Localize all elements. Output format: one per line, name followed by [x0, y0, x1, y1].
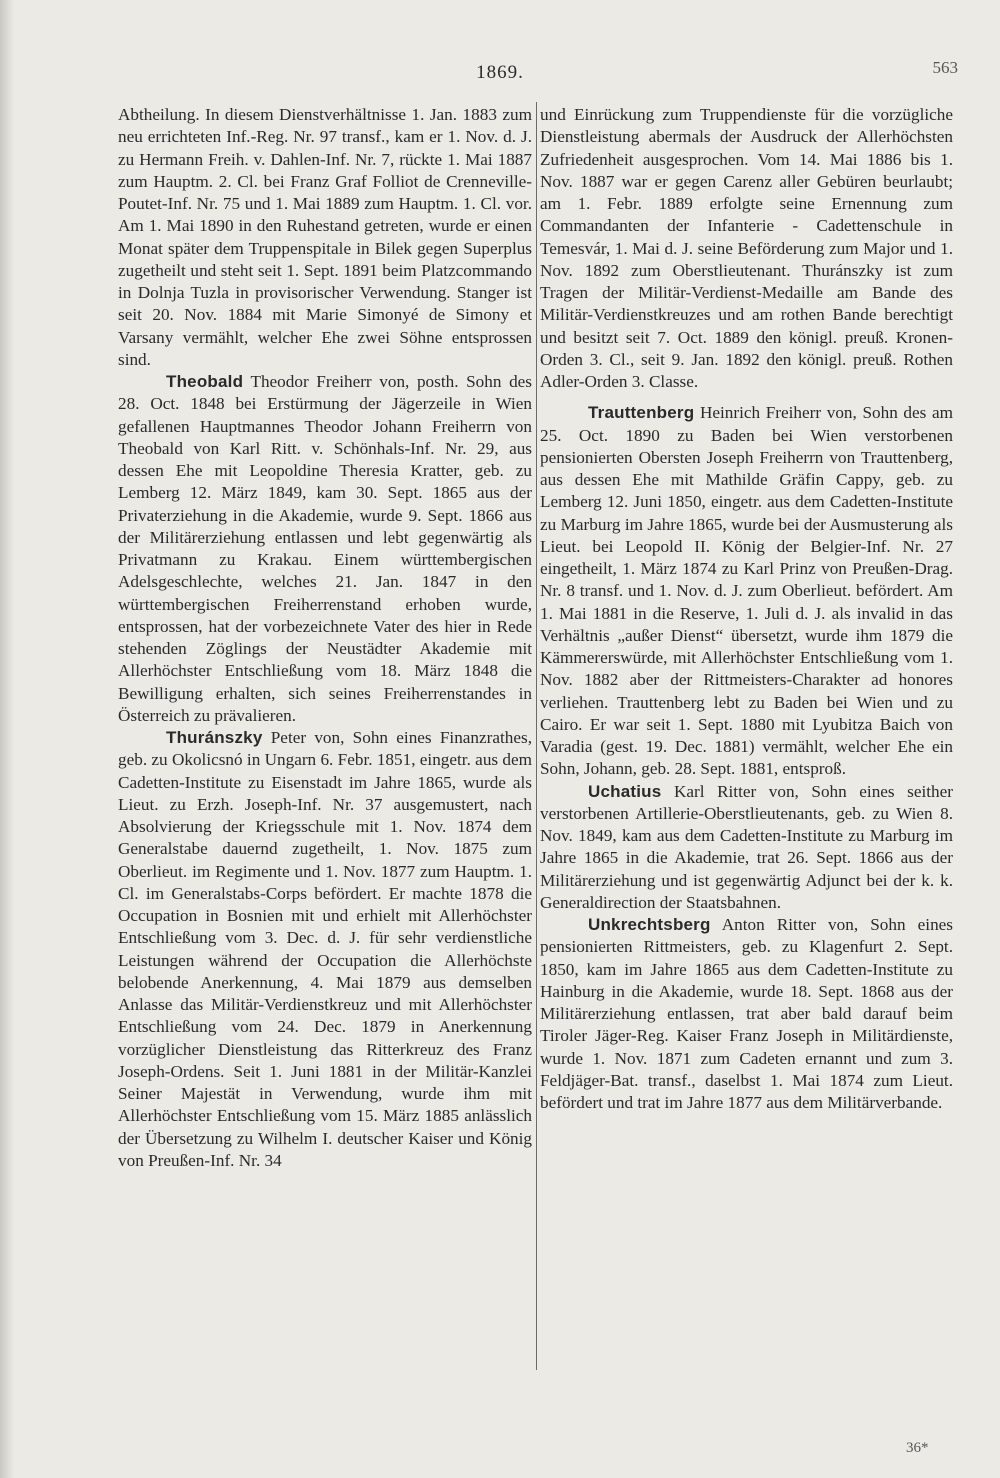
- entry-text: Theodor Freiherr von, posth. Sohn des 28. Oct. 1848 bei Erstürmung der Jägerzeile in Wien gefallenen Hauptmannes Theodor Johann Freiherrn von Theobald von Karl Ritt. v. Schönhals-Inf. Nr. 29, aus dessen Ehe mit Leopoldine Theresia Kratter, geb. zu Lemberg 12. März 1849, kam 30. Sept. 1865 aus der Privaterziehung in die Akademie, wurde 9. Sept. 1866 aus der Militärerziehung entlassen und lebt gegenwärtig als Privatmann zu Krakau. Einem württembergischen Adelsgeschlechte, welches 21. Jan. 1847 in den württembergischen Freiherrenstand erhoben wurde, entsprossen, hat der vorbezeichnete Vater des hier in Rede stehenden Zöglings der Neustädter Akademie mit Allerhöchster Entschließung vom 18. März 1848 die Bewilligung erhalten, sich seines Freiherrenstandes in Österreich zu prävalieren.: [118, 372, 532, 725]
- entry-thuranszky: [118, 727, 532, 1172]
- entry-text: Anton Ritter von, Sohn eines pensionierten Rittmeisters, geb. zu Klagenfurt 2. Sept. 1850, kam im Jahre 1865 aus dem Cadetten-Institute zu Hainburg in die Akademie, wurde 18. Sept. 1868 aus der Militärerziehung entlassen, trat aber bald darauf beim Tiroler Jäger-Reg. Kaiser Franz Joseph in Militärdienste, wurde 1. Nov. 1871 zum Cadeten ernannt und zum 3. Feldjäger-Bat. transf., daselbst 1. Mai 1874 zum Lieut. befördert und trat im Jahre 1877 aus dem Militärverbande.: [540, 915, 953, 1112]
- entry-uchatius: [540, 781, 953, 915]
- running-head-year: 1869.: [476, 62, 524, 83]
- continuation-text: Abtheilung. In diesem Dienstverhältnisse 1. Jan. 1883 zum neu errichteten Inf.-Reg. Nr. 97 transf., kam er 1. Nov. d. J. zu Hermann Freih. v. Dahlen-Inf. Nr. 7, rückte 1. Mai 1887 zum Hauptm. 2. Cl. bei Franz Graf Folliot de Crenneville-Poutet-Inf. Nr. 75 und 1. Mai 1889 zum Hauptm. 1. Cl. vor. Am 1. Mai 1890 in den Ruhestand getreten, wurde er einen Monat später dem Truppenspitale in Bilek gegen Superplus zugetheilt und steht seit 1. Sept. 1891 beim Platzcommando in Dolnja Tuzla in provisorischer Verwendung. Stanger ist seit 20. Nov. 1884 mit Marie Simonyé de Simony et Varsany vermählt, welcher Ehe zwei Söhne entsprossen sind.: [118, 105, 532, 369]
- entry-name: Unkrechtsberg: [588, 915, 711, 934]
- entry-name: Uchatius: [588, 781, 662, 801]
- entry-unkrechtsberg: [540, 914, 953, 1114]
- page-number: 563: [932, 58, 958, 77]
- entry-name: Theobald: [166, 372, 244, 391]
- entry-text: Peter von, Sohn eines Finanzrathes, geb. zu Okolicsnó in Ungarn 6. Febr. 1851, eingetr. aus dem Cadetten-Institute zu Eisenstadt im Jahre 1865, wurde als Lieut. zu Erzh. Joseph-Inf. Nr. 37 ausgemustert, nach Absolvierung der Kriegsschule mit 1. Nov. 1874 dem Generalstabe dauernd zugetheilt, 1. Nov. 1875 zum Oberlieut. im Regimente und 1. Nov. 1877 zum Hauptm. 1. Cl. im Generalstabs-Corps befördert. Er machte 1878 die Occupation in Bosnien mit und erhielt mit Allerhöchster Entschließung vom 3. Dec. d. J. für sehr verdienstliche Leistungen während der Occupation die Allerhöchste belobende Anerkennung, 4. Mai 1879 aus demselben Anlasse das Militär-Verdienstkreuz und mit Allerhöchster Entschließung vom 24. Dec. 1879 in Anerkennung vorzüglicher Dienstleistung das Ritterkreuz des Franz Joseph-Ordens. Seit 1. Juni 1881 in der Militär-Kanzlei Seiner Majestät in Verwendung, wurde ihm mit Allerhöchster Entschließung vom 15. März 1885 anlässlich der Übersetzung zu Wilhelm I. deutscher Kaiser und König von Preußen-Inf. Nr. 34: [118, 728, 532, 1170]
- continuation-text: und Einrückung zum Truppendienste für die vorzügliche Dienstleistung abermals der Ausdruck der Allerhöchsten Zufriedenheit ausgesprochen. Vom 14. Mai 1886 bis 1. Nov. 1887 war er gegen Carenz aller Gebüren beurlaubt; am 1. Febr. 1889 erfolgte seine Ernennung zum Commandanten der Infanterie - Cadettenschule in Temesvár, 1. Mai d. J. seine Beförderung zum Major und 1. Nov. 1892 zum Oberstlieutenant. Thuránszky ist zum Tragen der Militär-Verdienst-Medaille am Bande des Militär-Verdienstkreuzes und am rothen Bande berechtigt und besitzt seit 7. Oct. 1889 den königl. preuß. Kronen-Orden 3. Cl., seit 9. Jan. 1892 den königl. preuß. Rothen Adler-Orden 3. Classe.: [540, 105, 953, 391]
- right-column: [540, 104, 953, 1114]
- entry-trauttenberg: [540, 402, 953, 780]
- entry-text: Karl Ritter von, Sohn eines seither verstorbenen Artillerie-Oberstlieutenants, geb. zu Wien 8. Nov. 1849, kam aus dem Cadetten-Institute zu Marburg im Jahre 1865 in die Akademie, trat 26. Sept. 1866 aus der Militärerziehung und ist gegenwärtig Adjunct bei der k. k. Generaldirection der Staatsbahnen.: [540, 781, 953, 912]
- entry-name: Trauttenberg: [588, 403, 695, 423]
- entry-theobald: [118, 371, 532, 727]
- page-margin-shadow: [0, 0, 14, 1478]
- column-divider: [536, 102, 537, 1370]
- entry-name: Thuránszky: [166, 728, 263, 747]
- left-column: [118, 104, 532, 1172]
- entry-text: Heinrich Freiherr von, Sohn des am 25. Oct. 1890 zu Baden bei Wien verstorbenen pensionierten Obersten Joseph Freiherrn von Trauttenberg, aus dessen Ehe mit Mathilde Gräfin Cappy, geb. zu Lemberg 12. Juni 1850, eingetr. aus dem Cadetten-Institute zu Marburg im Jahre 1865, wurde bei der Ausmusterung als Lieut. bei Leopold II. König der Belgier-Inf. Nr. 27 eingetheilt, 1. März 1874 zu Karl Prinz von Preußen-Drag. Nr. 8 transf. und 1. Nov. d. J. zum Oberlieut. befördert. Am 1. Mai 1881 in die Reserve, 1. Juli d. J. als invalid in das Verhältnis „außer Dienst“ übersetzt, wurde ihm 1879 die Kämmererswürde, mit Allerhöchster Entschließung vom 1. Nov. 1882 aber der Rittmeisters-Charakter ad honores verliehen. Trauttenberg lebt zu Baden bei Wien und zu Cairo. Er war seit 1. Sept. 1880 mit Lyubitza Baich von Varadia (gest. 19. Dec. 1881) vermählt, welcher Ehe ein Sohn, Johann, geb. 28. Sept. 1881, entsproß.: [540, 403, 953, 779]
- printer-signature: 36*: [906, 1440, 929, 1456]
